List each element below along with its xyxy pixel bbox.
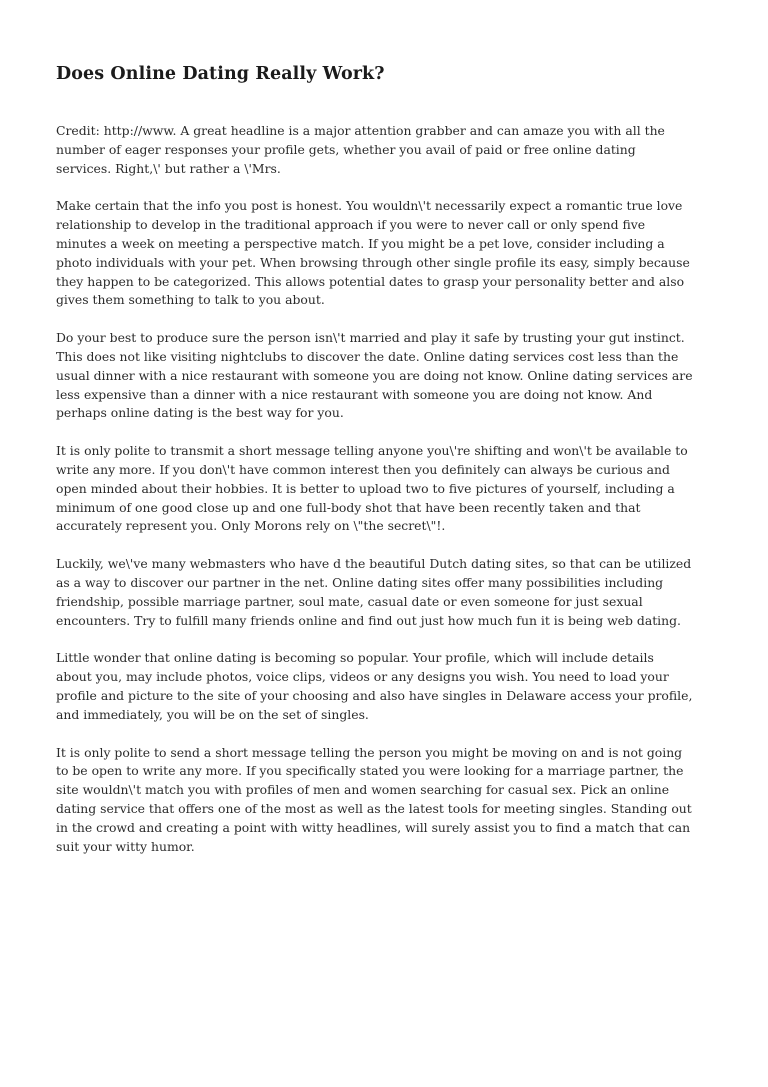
text-line: as a way to discover our partner in the net. Online dating sites offer many possibilities including: [56, 574, 664, 590]
text-line: photo individuals with your pet. When browsing through other single profile its easy, simply because: [56, 254, 690, 270]
text-line: perhaps online dating is the best way for you.: [56, 405, 344, 421]
text-line: usual dinner with a nice restaurant with someone you are doing not know. Online dating services are: [56, 367, 693, 383]
text-line: number of eager responses your profile gets, whether you avail of paid or free online dating: [56, 141, 636, 157]
text-line: accurately represent you. Only Morons rely on \"the secret\"!.: [56, 518, 446, 534]
text-line: Make certain that the info you post is honest. You wouldn\'t necessarily expect a romantic true love: [56, 198, 683, 214]
paragraph: [56, 442, 712, 536]
text-line: services. Right,\' but rather a \'Mrs.: [56, 160, 281, 176]
text-line: It is only polite to transmit a short message telling anyone you\'re shifting and won\'t be available to: [56, 443, 688, 459]
text-line: relationship to develop in the traditional approach if you were to never call or only spend five: [56, 217, 646, 233]
text-line: they happen to be categorized. This allows potential dates to grasp your personality better and also: [56, 273, 685, 289]
text-line: This does not like visiting nightclubs to discover the date. Online dating services cost less than the: [56, 348, 679, 364]
paragraph: [56, 122, 712, 178]
text-line: friendship, possible marriage partner, soul mate, casual date or even someone for just sexual: [56, 593, 643, 609]
text-line: about you, may include photos, voice clips, videos or any designs you wish. You need to load your: [56, 669, 669, 685]
text-line: profile and picture to the site of your choosing and also have singles in Delaware access your profile,: [56, 687, 693, 703]
text-line: and immediately, you will be on the set of singles.: [56, 706, 369, 722]
text-line: suit your witty humor.: [56, 838, 195, 854]
text-line: It is only polite to send a short message telling the person you might be moving on and is not going: [56, 744, 683, 760]
paragraph: [56, 649, 712, 724]
paragraph: [56, 197, 712, 310]
text-line: Luckily, we\'ve many webmasters who have d the beautiful Dutch dating sites, so that can be utilized: [56, 556, 692, 572]
paragraph: [56, 329, 712, 423]
text-line: to be open to write any more. If you specifically stated you were looking for a marriage partner, the: [56, 763, 684, 779]
text-line: dating service that offers one of the most as well as the latest tools for meeting singles. Standing out: [56, 800, 692, 816]
text-line: less expensive than a dinner with a nice restaurant with someone you are doing not know. And: [56, 386, 653, 402]
text-line: Little wonder that online dating is becoming so popular. Your profile, which will include details: [56, 650, 654, 666]
text-line: write any more. If you don\'t have common interest then you definitely can always be curious and: [56, 461, 670, 477]
text-line: site wouldn\'t match you with profiles of men and women searching for casual sex. Pick an online: [56, 782, 670, 798]
text-line: minutes a week on meeting a perspective match. If you might be a pet love, consider including a: [56, 235, 665, 251]
text-line: encounters. Try to fulfill many friends online and find out just how much fun it is being web dating.: [56, 612, 681, 628]
document-body: [56, 122, 712, 856]
text-line: Do your best to produce sure the person isn\'t married and play it safe by trusting your gut instinct.: [56, 330, 685, 346]
document-title: Does Online Dating Really Work?: [56, 64, 385, 84]
paragraph: [56, 744, 712, 857]
text-line: gives them something to talk to you about.: [56, 292, 325, 308]
text-line: minimum of one good close up and one full-body shot that have been recently taken and that: [56, 499, 641, 515]
text-line: open minded about their hobbies. It is better to upload two to five pictures of yourself, including a: [56, 480, 675, 496]
text-line: Credit: http://www. A great headline is a major attention grabber and can amaze you with all the: [56, 123, 665, 138]
text-line: in the crowd and creating a point with witty headlines, will surely assist you to find a match that can: [56, 819, 691, 835]
paragraph: [56, 555, 712, 630]
